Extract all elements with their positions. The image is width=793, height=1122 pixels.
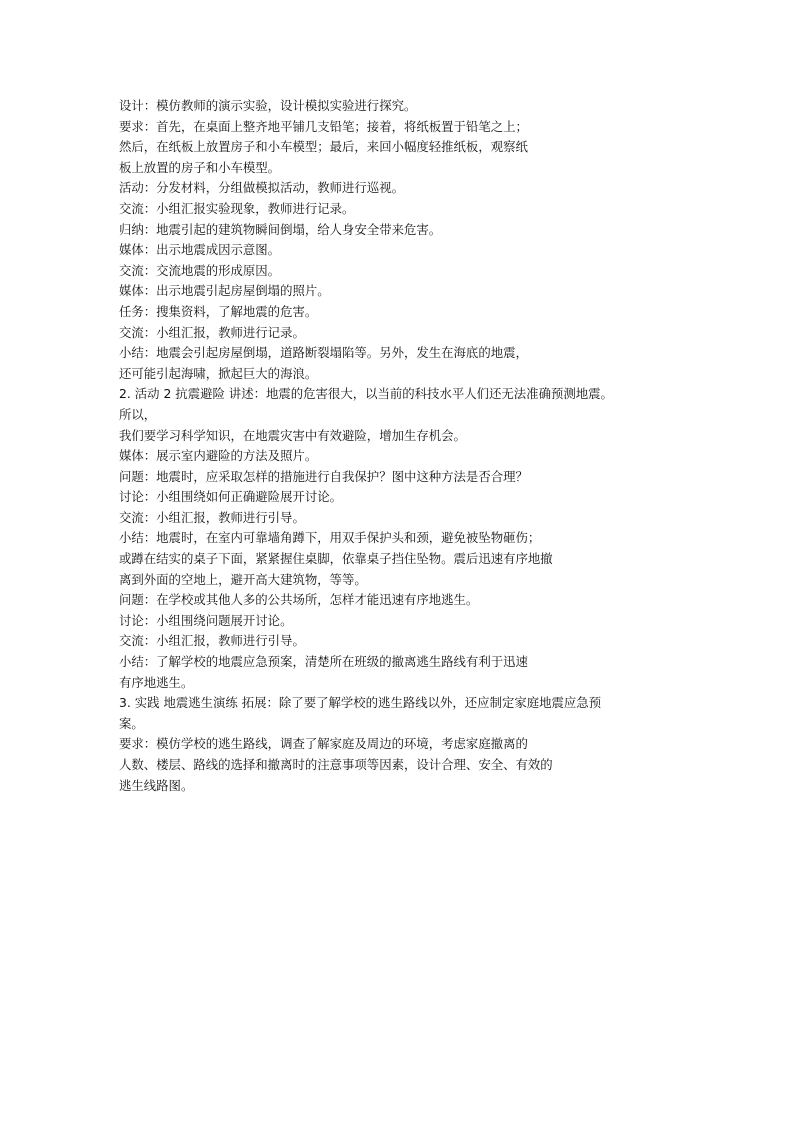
text-line: 有序地逃生。 bbox=[119, 674, 194, 690]
text-line: 交流：小组汇报，教师进行引导。 bbox=[119, 509, 305, 525]
text-line: 归纳：地震引起的建筑物瞬间倒塌，给人身安全带来危害。 bbox=[119, 221, 442, 237]
text-line: 要求：首先，在桌面上整齐地平铺几支铅笔；接着，将纸板置于铅笔之上； bbox=[119, 118, 528, 134]
text-line: 活动：分发材料，分组做模拟活动，教师进行巡视。 bbox=[119, 180, 404, 196]
text-line: 媒体：出示地震引起房屋倒塌的照片。 bbox=[119, 283, 330, 299]
text-line: 媒体：展示室内避险的方法及照片。 bbox=[119, 448, 318, 464]
text-line: 交流：小组汇报实验现象，教师进行记录。 bbox=[119, 200, 355, 216]
text-line: 问题：在学校或其他人多的公共场所，怎样才能迅速有序地逃生。 bbox=[119, 592, 479, 608]
text-line: 3. 实践 地震逃生演练 拓展：除了要了解学校的逃生路线以外，还应制定家庭地震应急预 bbox=[119, 695, 602, 711]
text-line: 交流：小组汇报，教师进行记录。 bbox=[119, 324, 305, 340]
text-line: 讨论：小组围绕如何正确避险展开讨论。 bbox=[119, 489, 343, 505]
text-line: 离到外面的空地上，避开高大建筑物，等等。 bbox=[119, 571, 367, 587]
text-line: 小结：了解学校的地震应急预案，清楚所在班级的撤离逃生路线有利于迅速 bbox=[119, 654, 528, 670]
text-line: 任务：搜集资料，了解地震的危害。 bbox=[119, 303, 318, 319]
document-body bbox=[119, 96, 689, 796]
text-line: 人数、楼层、路线的选择和撤离时的注意事项等因素，设计合理、安全、有效的 bbox=[119, 757, 553, 772]
text-line: 或蹲在结实的桌子下面，紧紧握住桌脚，依靠桌子挡住坠物。震后迅速有序地撤 bbox=[119, 551, 553, 567]
text-line: 交流：小组汇报，教师进行引导。 bbox=[119, 633, 305, 649]
text-line: 媒体：出示地震成因示意图。 bbox=[119, 242, 281, 258]
text-line: 逃生线路图。 bbox=[119, 777, 194, 793]
text-line: 小结：地震会引起房屋倒塌，道路断裂塌陷等。另外，发生在海底的地震， bbox=[119, 345, 528, 361]
text-line: 我们要学习科学知识，在地震灾害中有效避险，增加生存机会。 bbox=[119, 427, 466, 443]
text-line: 小结：地震时，在室内可靠墙角蹲下，用双手保护头和颈，避免被坠物砸伤； bbox=[119, 530, 541, 546]
text-line: 交流：交流地震的形成原因。 bbox=[119, 262, 281, 278]
text-line: 2. 活动 2 抗震避险 讲述：地震的危害很大，以当前的科技水平人们还无法准确预测地震。 bbox=[119, 386, 613, 402]
text-line: 所以， bbox=[119, 406, 157, 422]
text-line: 要求：模仿学校的逃生路线，调查了解家庭及周边的环境，考虑家庭撤离的 bbox=[119, 736, 528, 752]
text-line: 讨论：小组围绕问题展开讨论。 bbox=[119, 612, 293, 628]
text-line: 设计：模仿教师的演示实验，设计模拟实验进行探究。 bbox=[119, 98, 417, 113]
text-line: 板上放置的房子和小车模型。 bbox=[119, 159, 281, 175]
text-line: 然后，在纸板上放置房子和小车模型；最后，来回小幅度轻推纸板，观察纸 bbox=[119, 139, 528, 155]
text-line: 案。 bbox=[119, 715, 144, 731]
text-line: 还可能引起海啸，掀起巨大的海浪。 bbox=[119, 365, 318, 381]
text-line: 问题：地震时，应采取怎样的措施进行自我保护？图中这种方法是否合理？ bbox=[119, 468, 528, 484]
